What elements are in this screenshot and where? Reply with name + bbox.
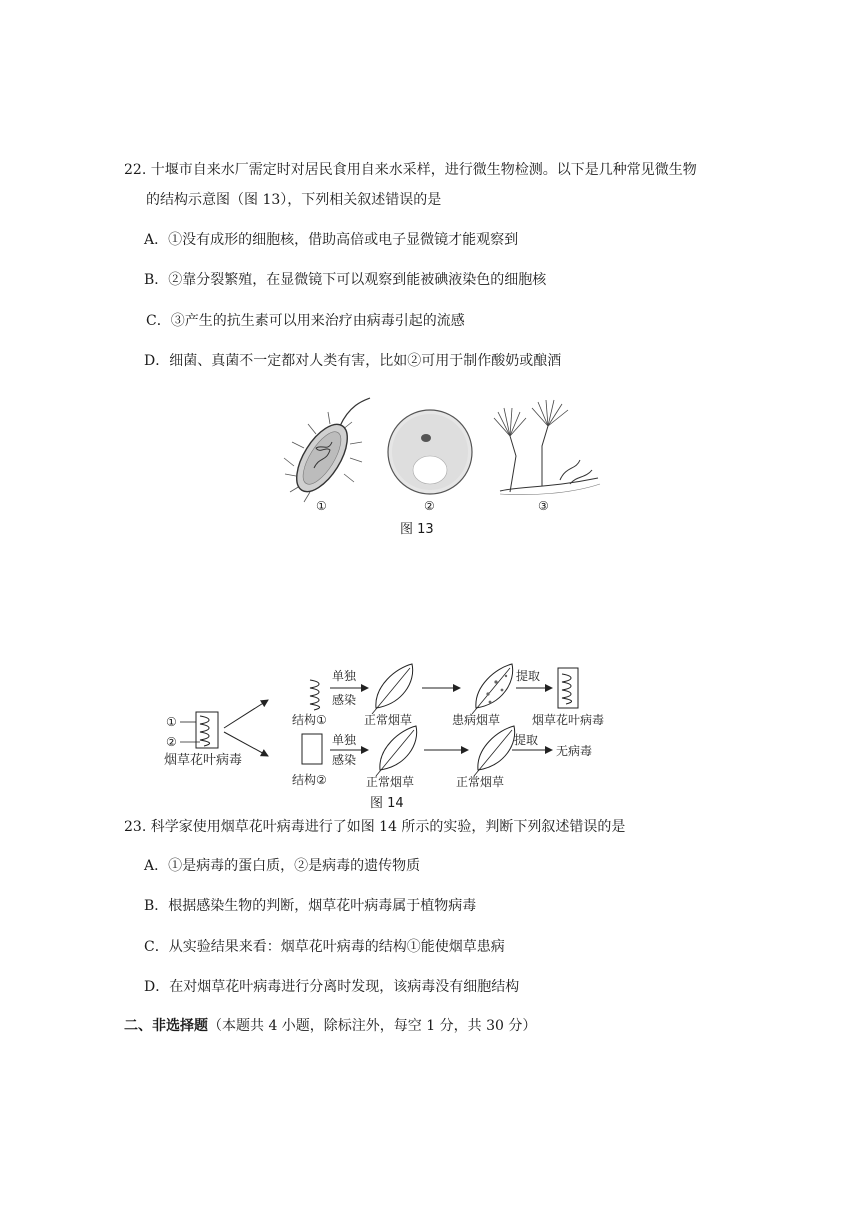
q22-option-d: D．细菌、真菌不一定都对人类有害，比如②可用于制作酸奶或酿酒 xyxy=(144,353,562,369)
top-structure-label: 结构① xyxy=(292,713,327,727)
bottom-structure-label: 结构② xyxy=(292,773,327,787)
healthy-leaf-icon xyxy=(376,726,417,776)
bottom-extract-label: 提取 xyxy=(514,733,539,747)
fig14-caption: 图 14 xyxy=(370,796,404,811)
q23-option-d: D．在对烟草花叶病毒进行分离时发现，该病毒没有细胞结构 xyxy=(144,979,520,995)
yeast-cell-illustration xyxy=(388,410,472,494)
bottom-plant2-label: 正常烟草 xyxy=(456,775,505,789)
healthy-leaf-icon xyxy=(372,664,413,714)
figure-14 xyxy=(160,660,660,792)
bottom-result-label: 无病毒 xyxy=(556,744,593,758)
top-infect-2: 感染 xyxy=(332,693,357,707)
q22-option-a: A．①没有成形的细胞核，借助高倍或电子显微镜才能观察到 xyxy=(144,232,519,248)
penicillium-illustration xyxy=(494,400,600,495)
fig14-virus-label: 烟草花叶病毒 xyxy=(164,753,243,768)
fig13-label-3: ③ xyxy=(538,499,549,513)
section-2-heading xyxy=(124,1016,536,1036)
fig14-label-1: ① xyxy=(166,715,177,729)
bacterium-illustration xyxy=(284,398,370,502)
diseased-leaf-icon xyxy=(472,664,513,714)
q23-option-b: B．根据感染生物的判断，烟草花叶病毒属于植物病毒 xyxy=(144,898,477,914)
bottom-plant1-label: 正常烟草 xyxy=(366,775,415,789)
q22-option-b: B．②靠分裂繁殖，在显微镜下可以观察到能被碘液染色的细胞核 xyxy=(144,272,547,288)
q22-stem-line1: 22. 十堰市自来水厂需定时对居民食用自来水采样，进行微生物检测。以下是几种常见微生物 xyxy=(124,162,697,178)
figure-13 xyxy=(280,396,610,520)
virus-illustration xyxy=(196,712,218,748)
q22-stem-line2: 的结构示意图（图 13），下列相关叙述错误的是 xyxy=(146,192,442,208)
section-2-title: 二、非选择题 xyxy=(124,1018,208,1034)
top-result-label: 烟草花叶病毒 xyxy=(532,713,605,727)
top-plant2-label: 患病烟草 xyxy=(452,713,501,727)
bottom-infect-2: 感染 xyxy=(332,753,357,767)
fig13-caption: 图 13 xyxy=(400,522,434,537)
result-virus-icon xyxy=(558,668,578,708)
q23-option-a: A．①是病毒的蛋白质，②是病毒的遗传物质 xyxy=(144,858,421,874)
q23-option-c: C．从实验结果来看：烟草花叶病毒的结构①能使烟草患病 xyxy=(144,939,505,955)
fig13-label-1: ① xyxy=(316,499,327,513)
healthy-leaf-icon xyxy=(474,726,515,776)
structure-1-icon xyxy=(310,680,320,710)
q22-option-c: C．③产生的抗生素可以用来治疗由病毒引起的流感 xyxy=(146,313,465,329)
section-2-note: （本题共 4 小题，除标注外，每空 1 分，共 30 分） xyxy=(208,1018,537,1034)
structure-2-icon xyxy=(302,734,322,764)
q23-stem: 23. 科学家使用烟草花叶病毒进行了如图 14 所示的实验，判断下列叙述错误的是 xyxy=(124,819,626,835)
top-plant1-label: 正常烟草 xyxy=(364,713,413,727)
fig14-label-2: ② xyxy=(166,735,177,749)
top-extract-label: 提取 xyxy=(516,669,541,683)
bottom-infect-1: 单独 xyxy=(332,733,357,747)
top-infect-1: 单独 xyxy=(332,669,357,683)
fig13-label-2: ② xyxy=(424,499,435,513)
